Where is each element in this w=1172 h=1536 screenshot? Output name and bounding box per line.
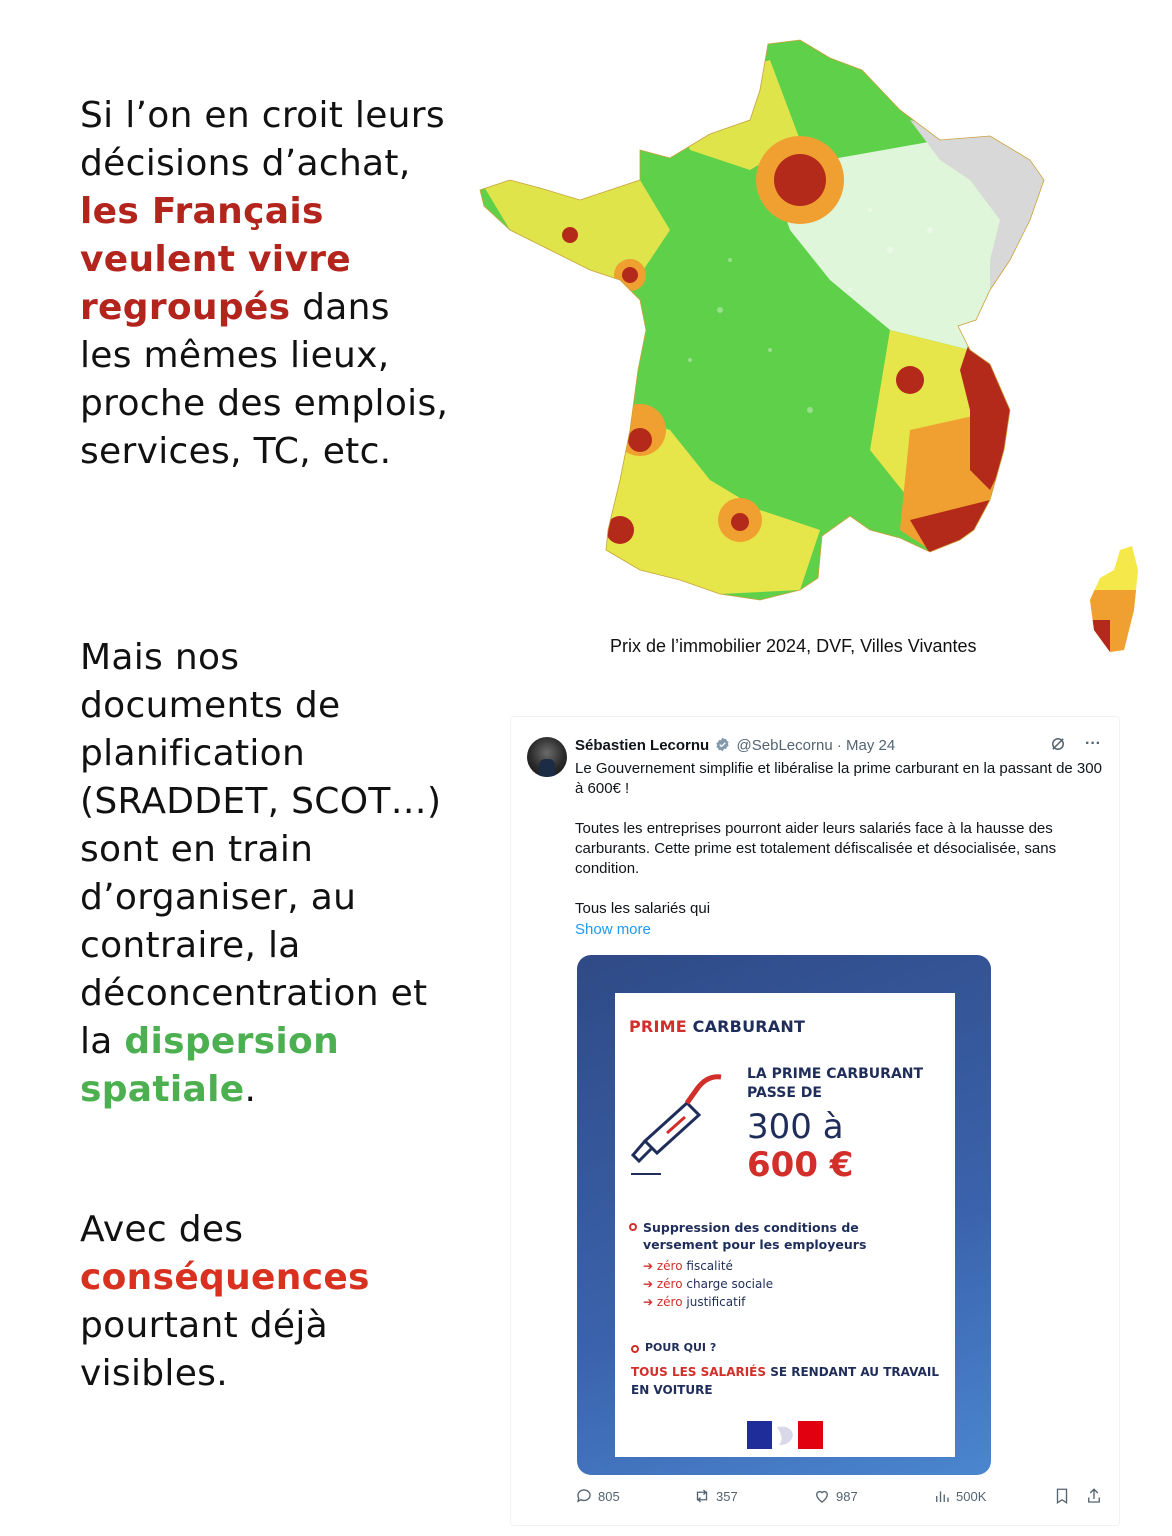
map-top-nantes [622,267,638,283]
share-button[interactable] [1085,1487,1103,1505]
paragraph-intro [80,92,450,476]
planning-text-b: . [244,1069,257,1110]
france-price-map [470,30,1160,660]
repost-icon [693,1487,711,1505]
like-button[interactable] [813,1487,858,1505]
paragraph-consequences [80,1206,450,1398]
poster-title-blue: CARBURANT [686,1017,806,1036]
planning-text-a: Mais nos documents de planification (SRADDET, SCOT…) sont en train d’organiser, au contraire, la déconcentration et la [80,637,442,1062]
poster-dash [631,1173,661,1175]
views-count: 500K [956,1488,987,1504]
tweet-header [575,737,895,754]
tweet-text: Le Gouvernement simplifie et libéralise la prime carburant en la passant de 300 à 600€ ! Toutes les entreprises pourront aider leurs salariés face à la hausse des carburants. Cette prime est totalement défiscalisée et désocialisée, sans condition. Tous les salariés qui [575,760,1102,917]
intro-text-a: Si l’on en croit leurs décisions d’achat, [80,95,445,184]
poster-suppression: Suppression des conditions de versement pour les employeurs [643,1220,867,1252]
reply-count: 805 [598,1488,620,1504]
reply-icon [575,1487,593,1505]
share-icon [1085,1487,1103,1505]
views-icon [933,1487,951,1505]
bullet-dot-icon [629,1223,637,1231]
prime-carburant-poster [615,993,955,1457]
bullet-dot-icon [631,1345,639,1353]
poster-zero-item: ➔ zéro justificatif [643,1295,746,1309]
views-button[interactable] [933,1487,986,1505]
tweet-media-image[interactable] [577,955,991,1475]
map-top-lille [692,62,708,78]
poster-tous-salaries: TOUS LES SALARIÉS SE RENDANT AU TRAVAIL EN VOITURE [631,1365,939,1397]
grok-icon[interactable] [1049,735,1067,753]
repost-count: 357 [716,1488,738,1504]
poster-zero-list [643,1257,773,1311]
author-name[interactable]: Sébastien Lecornu [575,737,710,754]
heart-icon [813,1487,831,1505]
verified-badge-icon [715,737,730,752]
map-top-bordeaux [628,428,652,452]
map-top-toulouse [731,513,749,531]
tweet-card[interactable] [510,716,1120,1526]
paragraph-planning [80,634,450,1114]
author-avatar[interactable] [527,737,567,777]
map-base-low [470,30,1160,660]
repost-button[interactable] [693,1487,738,1505]
reply-button[interactable] [575,1487,620,1505]
fuel-nozzle-icon [625,1063,725,1173]
tweet-date[interactable]: · May 24 [836,737,896,754]
planning-highlight: dispersion spatiale [80,1021,340,1110]
map-top-vannes [562,227,578,243]
map-top-paris [774,154,826,206]
like-count: 987 [836,1488,858,1504]
intro-text-b: dans les mêmes lieux, proche des emplois, services, TC, etc. [80,287,449,472]
poster-pour-qui: POUR QUI ? [645,1341,717,1354]
poster-zero-item: ➔ zéro fiscalité [643,1259,733,1273]
map-caption: Prix de l’immobilier 2024, DVF, Villes Vivantes [610,636,977,656]
tweet-actions [575,1487,1105,1509]
poster-amount-from: 300 à [747,1107,844,1147]
show-more-link[interactable]: Show more [575,921,651,938]
poster-title [629,1017,805,1036]
bookmark-icon [1053,1487,1071,1505]
tweet-header-icons [1049,735,1101,753]
poster-passe-de: LA PRIME CARBURANT PASSE DE [747,1066,924,1101]
intro-highlight: les Français veulent vivre regroupés [80,191,351,328]
marianne-logo-icon [747,1421,823,1449]
poster-amount-to: 600 € [747,1145,854,1185]
bookmark-button[interactable] [1053,1487,1071,1505]
map-corsica [1070,530,1160,660]
poster-zero-item: ➔ zéro charge sociale [643,1277,774,1291]
poster-title-red: PRIME [629,1017,687,1036]
consequences-text-b: pourtant déjà visibles. [80,1305,329,1394]
map-top-lyon [896,366,924,394]
more-options-icon[interactable]: ··· [1085,735,1101,753]
author-handle[interactable]: @SebLecornu [736,737,833,754]
consequences-text-a: Avec des [80,1209,244,1250]
consequences-highlight: conséquences [80,1257,370,1298]
